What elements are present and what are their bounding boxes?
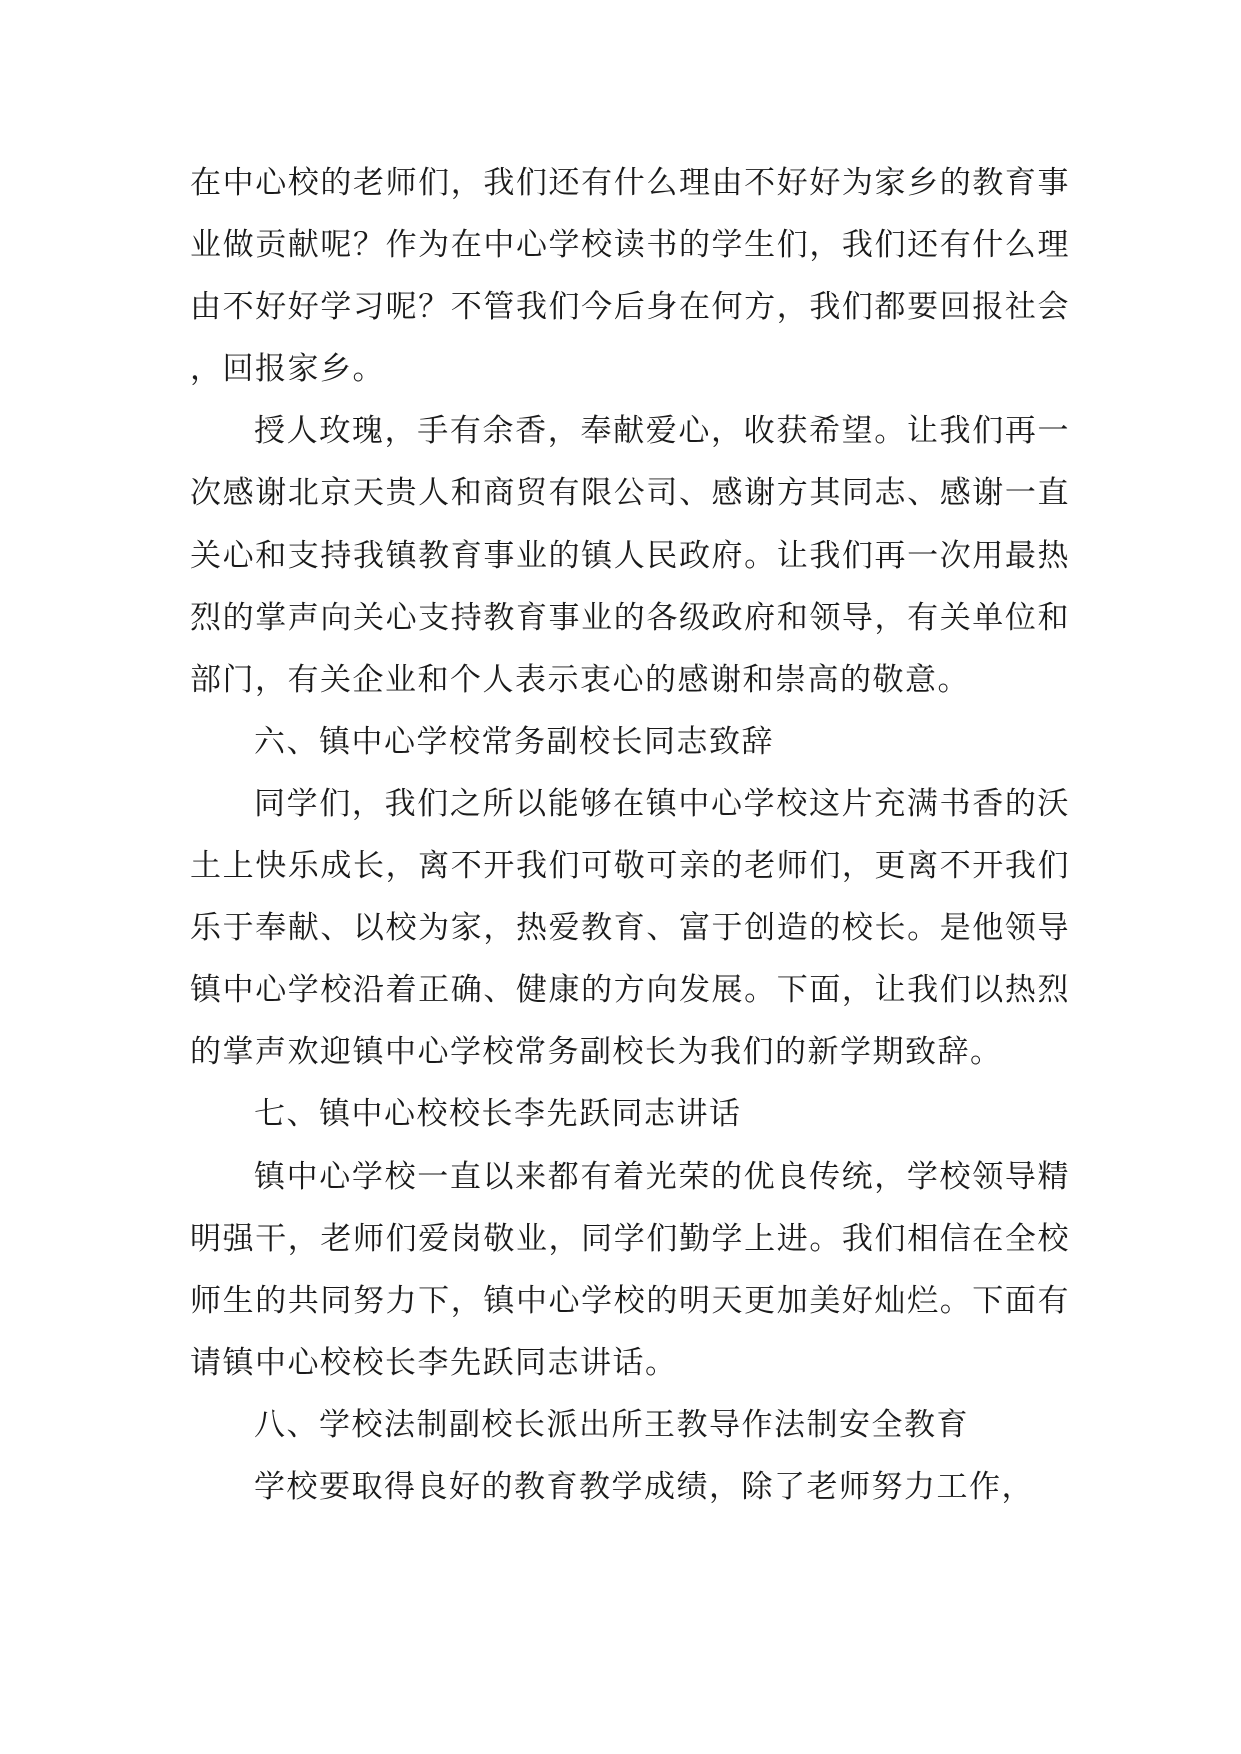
section-heading-8: 八、学校法制副校长派出所王教导作法制安全教育	[254, 1406, 969, 1443]
paragraph-legal-education: 学校要取得良好的教育教学成绩，除了老师努力工作，	[254, 1468, 1034, 1505]
paragraph-thanks: 授人玫瑰，手有余香，奉献爱心，收获希望。让我们再一次感谢北京天贵人和商贸有限公司、感谢方其同志、感谢一直关心和支持我镇教育事业的镇人民政府。让我们再一次用最热烈的掌声向关心支持教育事业的各级政府和领导，有关单位和部门，有关企业和个人表示衷心的感谢和崇高的敬意。	[190, 413, 1070, 698]
paragraph-vice-principal-intro: 同学们，我们之所以能够在镇中心学校这片充满书香的沃土上快乐成长，离不开我们可敬可亲的老师们，更离不开我们乐于奉献、以校为家，热爱教育、富于创造的校长。是他领导镇中心学校沿着正确、健康的方向发展。下面，让我们以热烈的掌声欢迎镇中心学校常务副校长为我们的新学期致辞。	[190, 785, 1070, 1071]
paragraph-principal-intro: 镇中心学校一直以来都有着光荣的优良传统，学校领导精明强干，老师们爱岗敬业，同学们勤学上进。我们相信在全校师生的共同努力下，镇中心学校的明天更加美好灿烂。下面有请镇中心校校长李先跃同志讲话。	[190, 1158, 1070, 1381]
paragraph-continuation: 在中心校的老师们，我们还有什么理由不好好为家乡的教育事业做贡献呢？作为在中心学校读书的学生们，我们还有什么理由不好好学习呢？不管我们今后身在何方，我们都要回报社会，回报家乡。	[190, 165, 1070, 388]
document-body	[190, 152, 1070, 1518]
section-heading-6: 六、镇中心学校常务副校长同志致辞	[254, 723, 774, 760]
section-heading-7: 七、镇中心校校长李先跃同志讲话	[254, 1096, 742, 1133]
